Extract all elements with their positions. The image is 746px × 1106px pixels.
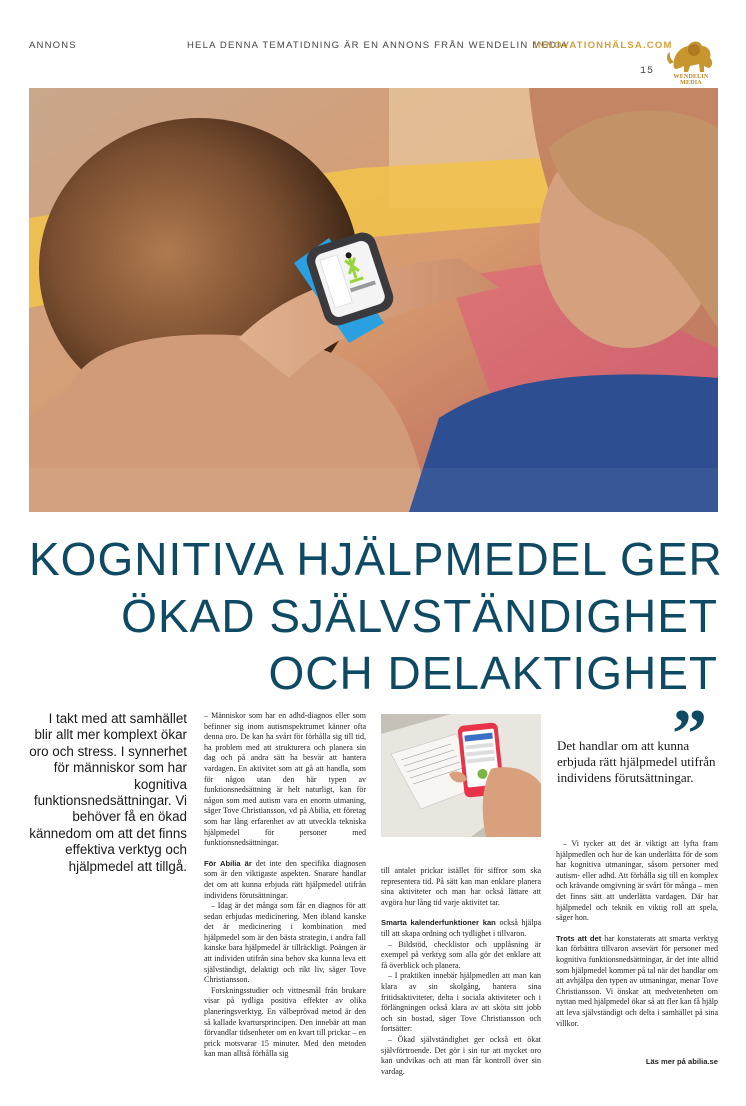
- body-column-1: [204, 711, 366, 1060]
- paragraph-lead: Trots att det: [556, 933, 602, 943]
- smartwatch-photo: [29, 88, 718, 512]
- paragraph: – Ökad självständighet ger också ett ökat självförtroende. Det gör i sin tur att mycket oro kan undvikas och att man får kontroll över sin vardag.: [381, 1034, 541, 1076]
- phone-photo: [381, 714, 541, 837]
- paragraph: till antalet prickar istället för siffror som ska representera tid. På sätt kan man enklare planera sina aktiviteter och man har också lättare att avgöra hur lång tid varje aktivitet tar.: [381, 866, 541, 907]
- headline-line-2: ÖKAD SJÄLVSTÄNDIGHET: [121, 590, 718, 642]
- header-ad-label: ANNONS: [29, 40, 77, 51]
- paragraph: – Bildstöd, checklistor och upplåsning är exempel på verktyg som alla gör det enklare att få överblick och planera.: [381, 939, 541, 970]
- hero-photo: [29, 88, 718, 512]
- page-header: [29, 40, 717, 54]
- paragraph: – Idag är det många som får en diagnos för att sedan erbjudas medicinering. Men ibland kanske det är medicinering i kombination med hjälpmedel som är den bästa strategin, i andra fall kanske bara hjälpmedel är tillräckligt. Poängen är att individen utifrån sina behov ska kunna leva ett självständigt, delaktigt och rikt liv, säger Tove Christiansson.: [204, 901, 366, 985]
- header-website-link[interactable]: INNOVATIONHÄLSA.COM: [534, 40, 673, 51]
- page-number: 15: [640, 66, 655, 77]
- headline-line-1: KOGNITIVA HJÄLPMEDEL GER: [29, 533, 723, 585]
- article-headline: [29, 531, 723, 702]
- paragraph: – I praktiken innebär hjälpmedlen att man kan klara av sin skolgång, hantera sina fritidsaktiviteter, delta i sociala aktiviteter och i förlängningen också klara av att sköta sitt jobb och sin bostad, säger Tove Christiansson och fortsätter:: [381, 971, 541, 1034]
- headline-line-3: OCH DELAKTIGHET: [268, 647, 718, 699]
- phone-in-hand-photo: [381, 714, 541, 837]
- article-intro: I takt med att samhället blir allt mer komplext ökar oro och stress. I synnerhet för människor som har kognitiva funktionsnedsättningar. Vi behöver få en ökad kännedom om att det finns effektiva verktyg och hjälpmedel att tillgå.: [29, 711, 187, 874]
- paragraph: [204, 859, 366, 901]
- paragraph: [381, 918, 541, 939]
- pull-quote: Det handlar om att kunna erbjuda rätt hjälpmedel utifrån individens förutsättningar.: [557, 738, 716, 785]
- paragraph-text: har konstaterats att smarta verktyg kan förbättra tillvaron avsevärt för personer med kognitiva funktionsnedsättningar, är det inte alltid som hjälpmedel kommer på tal när det handlar om att avhjälpa den typen av utmaningar, menar Tove Christiansson. Vi önskar att medvetenheten om nyttan med hjälpmedel ökar så att fler kan få hjälp att leva självständigt och delta i samhället på sina villkor.: [556, 933, 718, 1028]
- body-column-2: [381, 866, 541, 1077]
- paragraph: – Människor som har en adhd-diagnos eller som befinner sig inom autismspektrumet känner ofta denna oro. De kan ha svårt för förhålla sig till tid, ha problem med att strukturera och planera sin dag och på andra sätt ha besvär att hantera vardagen. En aktivitet som att gå att handla, som för någon utan den här typen av funktionsnedsättning är helt naturligt, kan för någon som med autism vara en enorm utmaning, säger Tove Christiansson, vd på Abilia, ett företag som har lång erfarenhet av att utveckla tekniska hjälpmedel för personer med funktionsnedsättningar.: [204, 711, 366, 848]
- quote-mark-icon: ”: [672, 696, 707, 773]
- paragraph: Forskningsstudier och vittnesmål från brukare visar på tydliga positiva effekter av olika planeringsverktyg. En välbeprövad metod är den så kallade kvartursprincipen. Den innebär att man förvandlar tidsenheter om en kvart till prickar – en prick motsvarar 15 minuter. Med den metoden kan man alltså förhålla sig: [204, 985, 366, 1059]
- read-more-link[interactable]: Läs mer på abilia.se: [645, 1057, 718, 1066]
- logo-wordmark: WENDELIN MEDIA: [673, 74, 709, 86]
- paragraph-text: också hjälpa till att skapa ordning och tydlighet i tillvaron.: [381, 918, 541, 938]
- paragraph-text: det inte den specifika diagnosen som är den viktigaste aspekten. Snarare handlar det om att kunna erbjuda rätt hjälpmedel utifrån individens förutsättningar.: [204, 858, 366, 900]
- paragraph: – Vi tycker att det är viktigt att lyfta fram hjälpmedlen och hur de kan underlätta för de som har kognitiva utmaningar, såsom personer med autism- eller adhd. Att förhålla sig till en komplex och krävande omgivning är svårt för många – men det finns sätt att underlätta vardagen. Där har hjälpmedel och teknik en viktig roll att spela, säger hon.: [556, 839, 718, 923]
- header-disclaimer: HELA DENNA TEMATIDNING ÄR EN ANNONS FRÅN WENDELIN MEDIA: [187, 40, 569, 51]
- paragraph-lead: Smarta kalenderfunktioner kan: [381, 918, 496, 928]
- body-column-3: [556, 839, 718, 1029]
- paragraph: [556, 934, 718, 1029]
- paragraph-lead: För Abilia är: [204, 858, 252, 868]
